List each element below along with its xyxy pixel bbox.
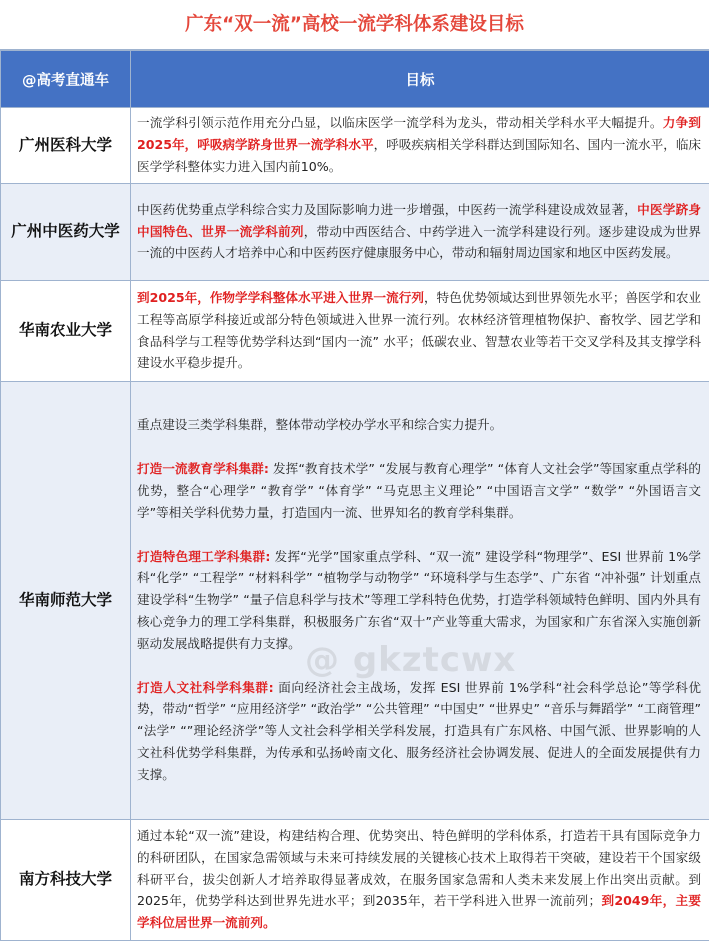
- goal-text-part: ，呼吸疾病相关学科群达到国际知名、国内一流水平，临床医学学科整体实力进入国内前10%。: [137, 137, 701, 174]
- table-row: [1, 184, 709, 281]
- cluster-title: 打造人文社科学科集群:: [137, 680, 274, 695]
- university-name: 华南师范大学: [1, 382, 131, 820]
- goal-highlight: 中医学跻身中国特色、世界一流学科前列: [137, 202, 701, 239]
- table-row: [1, 382, 709, 820]
- cluster-science: [137, 546, 701, 655]
- cluster-title: 打造特色理工学科集群:: [137, 549, 270, 564]
- goal-text-part: 一流学科引领示范作用充分凸显，以临床医学一流学科为龙头，带动相关学科水平大幅提升。: [137, 115, 663, 130]
- goal-highlight: 到2049年，主要学科位居世界一流前列。: [137, 893, 701, 930]
- table-header-row: [1, 51, 709, 108]
- goals-table: [0, 50, 709, 941]
- goal-highlight: 力争到2025年，呼吸病学跻身世界一流学科水平: [137, 115, 701, 152]
- goal-text-part: 中医药优势重点学科综合实力及国际影响力进一步增强，中医药一流学科建设成效显著，: [137, 202, 637, 217]
- cluster-title: 打造一流教育学科集群:: [137, 461, 269, 476]
- goal-text-part: ，带动中西医结合、中药学进入一流学科建设行列。逐步建设成为世界一流的中医药人才培养中心和中医药医疗健康服务中心，带动和辐射周边国家和地区中医药发展。: [137, 224, 701, 261]
- header-source: @高考直通车: [1, 51, 131, 108]
- table-row: [1, 108, 709, 184]
- goal-highlight: 到2025年，作物学学科整体水平进入世界一流行列: [137, 290, 424, 305]
- goal-intro: 重点建设三类学科集群，整体带动学校办学水平和综合实力提升。: [137, 414, 701, 436]
- goal-text: [131, 281, 709, 382]
- cluster-education: [137, 458, 701, 523]
- university-name: 广州中医药大学: [1, 184, 131, 281]
- page-title: 广东“双一流”高校一流学科体系建设目标: [0, 0, 709, 50]
- cluster-text: 发挥“光学”国家重点学科、“双一流” 建设学科“物理学”、ESI 世界前 1%学科“化学” “工程学” “材料科学” “植物学与动物学” “环境科学与生态学”、广东省 “冲补强” 计划重点建设学科“生物学” “量子信息科学与技术”等理工学科特色优势，打造学科领域特色鲜明、国内外具有核心竞争力的理工学科集群，积极服务广东省“双十”产业等重大需求，为国家和广东省深入实施创新驱动发展战略提供有力支撑。: [137, 549, 701, 651]
- goal-text: [131, 184, 709, 281]
- goal-text-part: 通过本轮“双一流”建设，构建结构合理、优势突出、特色鲜明的学科体系，打造若干具有国际竞争力的科研团队，在国家急需领域与未来可持续发展的关键核心技术上取得若干突破，建设若干个国家级科研平台，拔尖创新人才培养取得显著成效，在服务国家急需和人类未来发展上作出突出贡献。到2025年，优势学科达到世界先进水平；到2035年，若干学科进入世界一流前列；: [137, 828, 701, 908]
- cluster-text: 面向经济社会主战场，发挥 ESI 世界前 1%学科“社会科学总论”等学科优势，带动“哲学” “应用经济学” “政治学” “公共管理” “中国史” “世界史” “音乐与舞蹈学” “工商管理” “法学” “”理论经济学”等人文社会科学相关学科发展，打造具有广东风格、中国气派、世界影响的人文社科优势学科集群，为传承和弘扬岭南文化、服务经济社会协调发展、促进人的全面发展提供有力支撑。: [137, 680, 701, 782]
- table-row: [1, 281, 709, 382]
- goal-text: [131, 108, 709, 184]
- goal-text: [131, 820, 709, 941]
- university-name: 广州医科大学: [1, 108, 131, 184]
- cluster-text: 发挥“教育技术学” “发展与教育心理学” “体育人文社会学”等国家重点学科的优势，整合“心理学” “教育学” “体育学” “马克思主义理论” “中国语言文学” “数学” “外国语言文学”等相关学科优势力量，打造国内一流、世界知名的教育学科集群。: [137, 461, 701, 520]
- university-name: 南方科技大学: [1, 820, 131, 941]
- cluster-humanities: [137, 677, 701, 786]
- table-row: [1, 820, 709, 941]
- goal-text-part: ，特色优势领域达到世界领先水平；兽医学和农业工程等高原学科接近或部分特色领域进入世界一流行列。农林经济管理植物保护、畜牧学、园艺学和食品科学与工程等优势学科达到“国内一流” 水平；低碳农业、智慧农业等若干交叉学科及其支撑学科建设水平稳步提升。: [137, 290, 701, 370]
- goal-text: [131, 382, 709, 820]
- university-name: 华南农业大学: [1, 281, 131, 382]
- header-goal: 目标: [131, 51, 709, 108]
